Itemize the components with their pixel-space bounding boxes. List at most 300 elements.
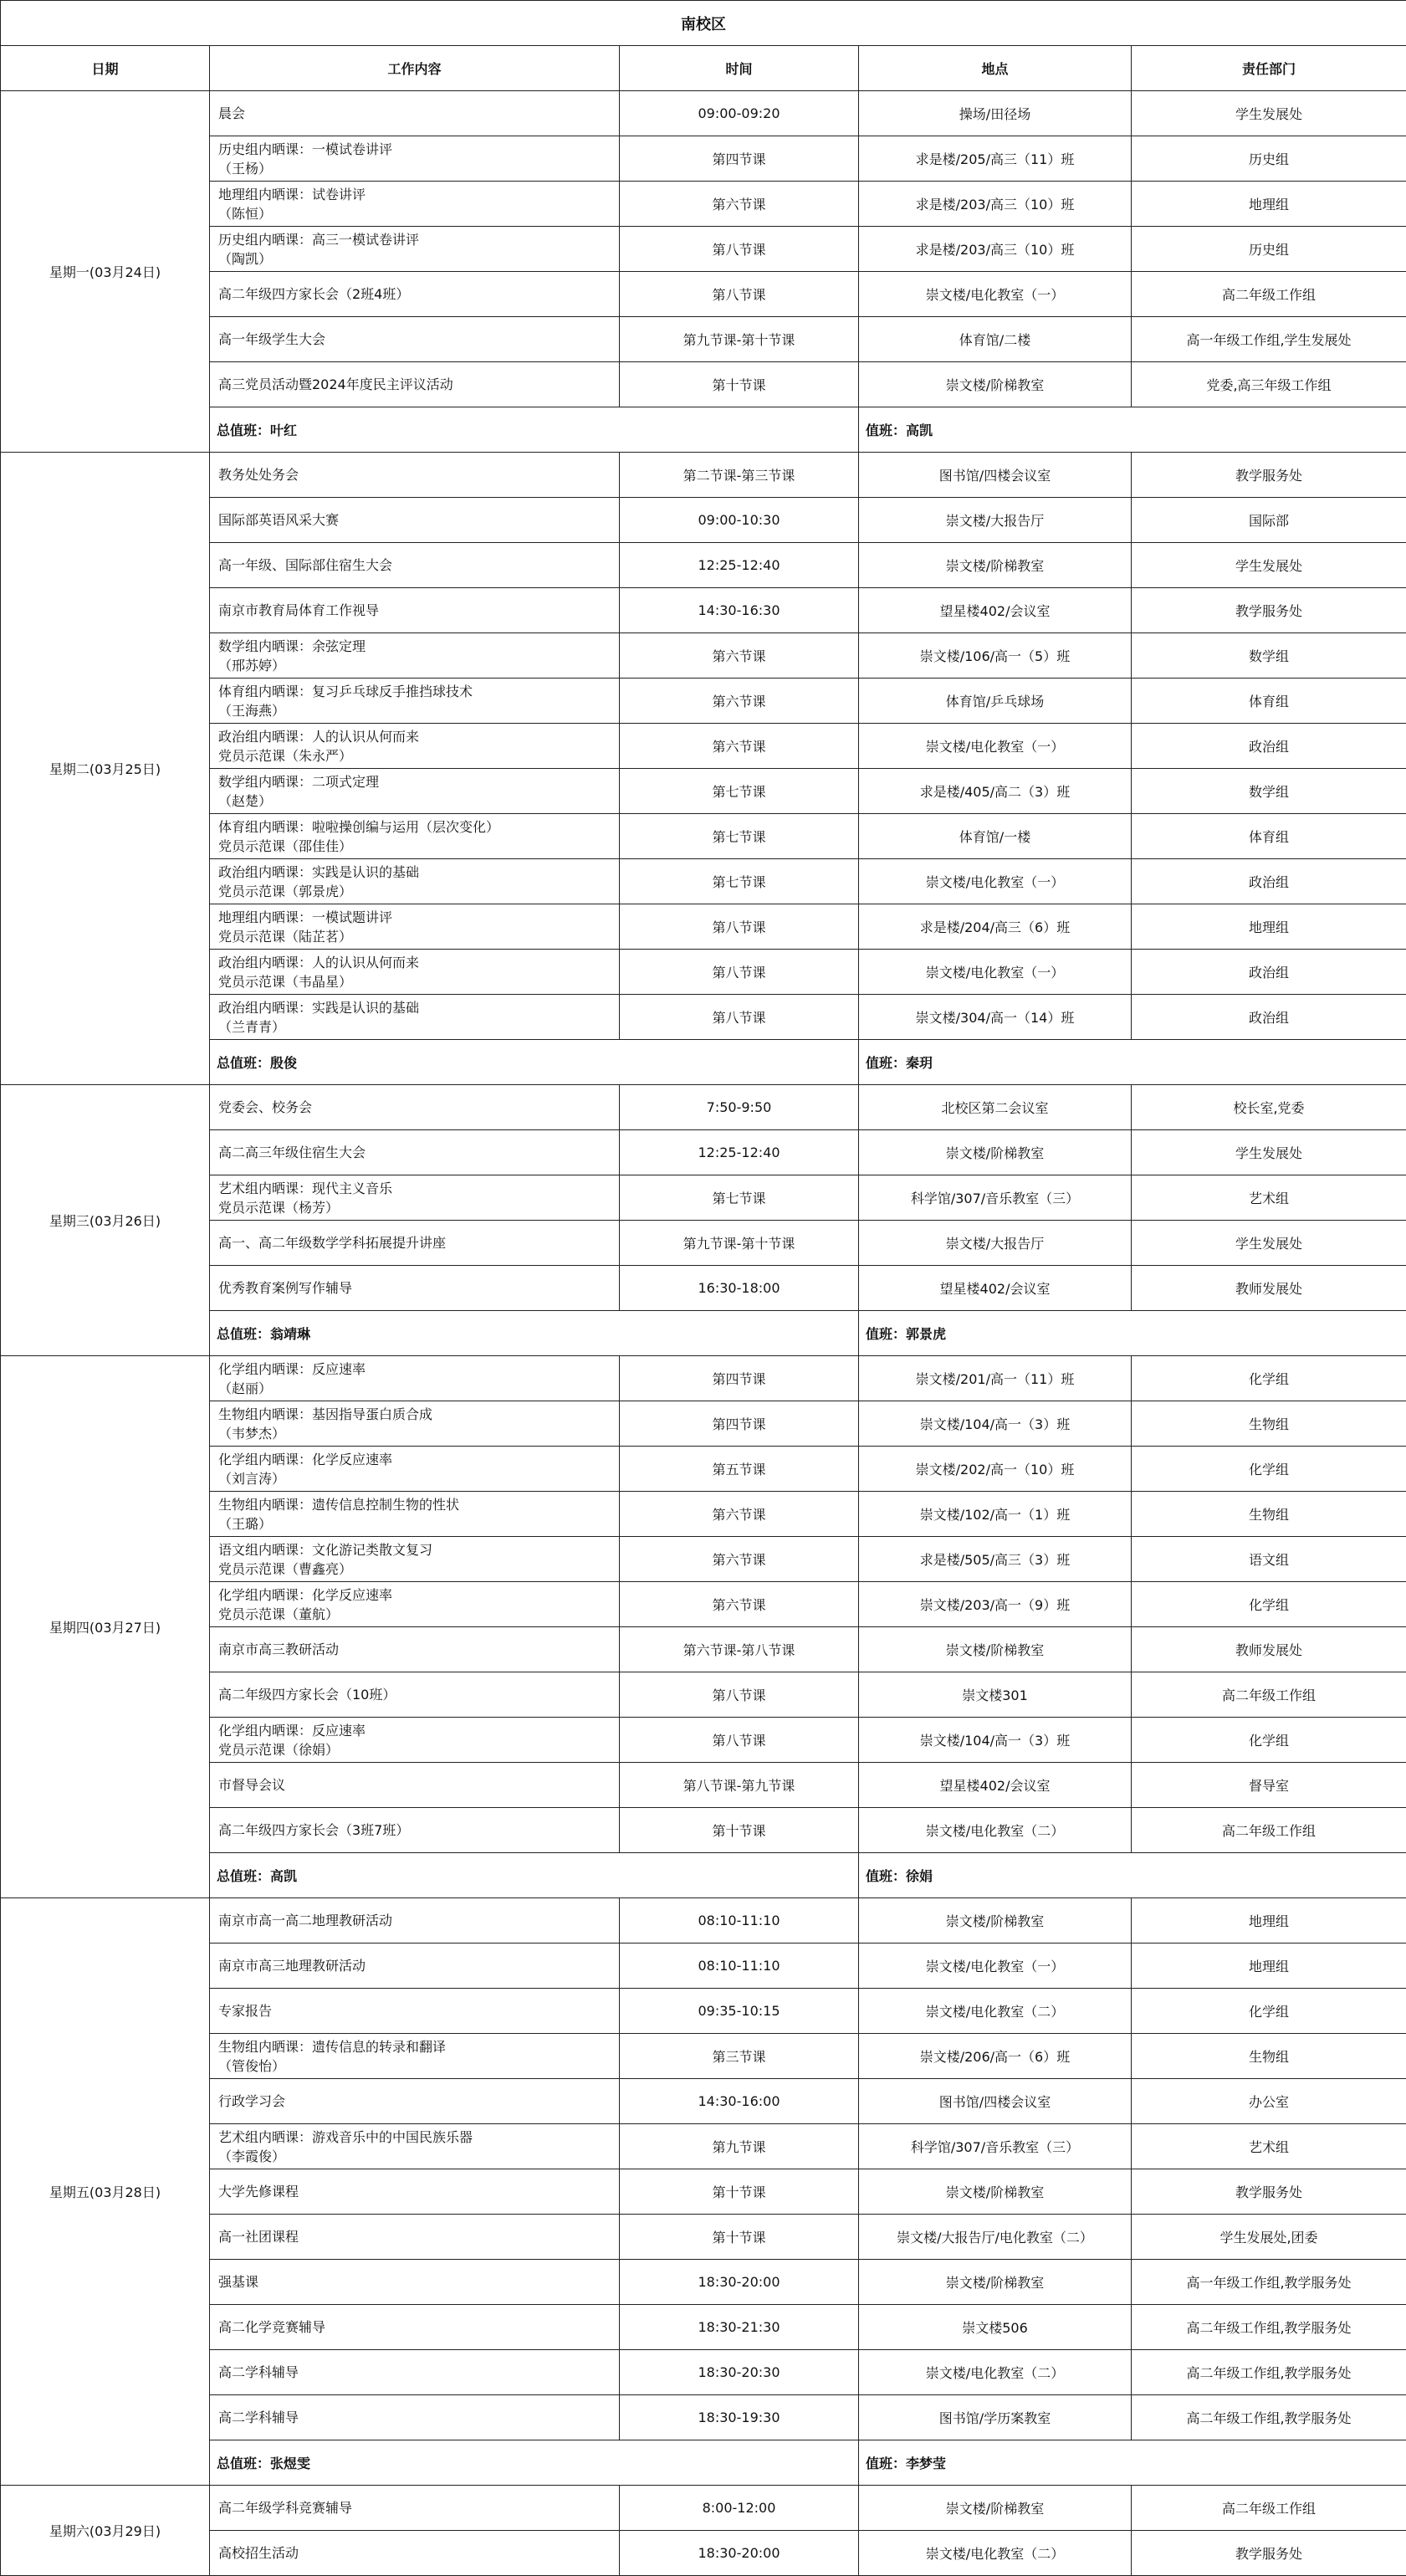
work-dept: 生物组 xyxy=(1132,1492,1406,1537)
table-row xyxy=(1,1898,1406,1944)
table-row xyxy=(1,2305,1406,2350)
work-content-line: 南京市高一高二地理教研活动 xyxy=(218,1913,393,1928)
work-content xyxy=(210,859,620,904)
work-place: 望星楼402/会议室 xyxy=(859,1763,1132,1808)
table-row xyxy=(1,2169,1406,2215)
work-content xyxy=(210,91,620,136)
work-content xyxy=(210,498,620,543)
work-time: 第八节课 xyxy=(620,950,859,995)
table-row xyxy=(1,1582,1406,1627)
work-time: 第六节课 xyxy=(620,1492,859,1537)
work-dept: 教师发展处 xyxy=(1132,1266,1406,1311)
work-content xyxy=(210,2305,620,2350)
work-content xyxy=(210,1763,620,1808)
work-content xyxy=(210,2486,620,2531)
work-place: 体育馆/一楼 xyxy=(859,814,1132,859)
work-time: 第八节课 xyxy=(620,1718,859,1763)
work-content xyxy=(210,453,620,498)
work-dept: 高二年级工作组 xyxy=(1132,2486,1406,2531)
work-content-line: （陈恒） xyxy=(218,205,273,222)
table-row xyxy=(1,950,1406,995)
work-content xyxy=(210,679,620,724)
work-content-line: 党员示范课（郭景虎） xyxy=(218,883,353,899)
work-content-line: 党员示范课（杨芳） xyxy=(218,1199,340,1216)
work-content xyxy=(210,2260,620,2305)
work-place: 体育馆/二楼 xyxy=(859,317,1132,362)
work-dept: 地理组 xyxy=(1132,904,1406,950)
work-content-line: 优秀教育案例写作辅导 xyxy=(218,1280,353,1296)
work-place: 崇文楼/104/高一（3）班 xyxy=(859,1401,1132,1447)
work-content-line: 党员示范课（韦晶星） xyxy=(218,973,353,990)
work-place: 图书馆/四楼会议室 xyxy=(859,2079,1132,2124)
table-row xyxy=(1,769,1406,814)
work-place: 科学馆/307/音乐教室（三） xyxy=(859,2124,1132,2169)
work-content-line: 高二学科辅导 xyxy=(218,2364,299,2380)
work-content-line: 大学先修课程 xyxy=(218,2184,299,2200)
work-time: 第六节课 xyxy=(620,633,859,679)
work-content-line: 化学组内晒课：化学反应速率 xyxy=(218,1586,393,1603)
work-content-line: （王璐） xyxy=(218,1515,273,1532)
work-place: 崇文楼/阶梯教室 xyxy=(859,2486,1132,2531)
work-dept: 学生发展处 xyxy=(1132,91,1406,136)
work-content xyxy=(210,2169,620,2215)
work-dept: 高二年级工作组,教学服务处 xyxy=(1132,2305,1406,2350)
work-content-line: 历史组内晒课：高三一模试卷讲评 xyxy=(218,231,420,248)
work-place: 图书馆/四楼会议室 xyxy=(859,453,1132,498)
work-time: 第八节课 xyxy=(620,1672,859,1718)
work-place: 求是楼/405/高二（3）班 xyxy=(859,769,1132,814)
work-place: 崇文楼/大报告厅/电化教室（二） xyxy=(859,2215,1132,2260)
work-time: 第七节课 xyxy=(620,1175,859,1221)
work-time: 第八节课 xyxy=(620,995,859,1040)
work-dept: 学生发展处 xyxy=(1132,543,1406,588)
work-content xyxy=(210,904,620,950)
work-time: 18:30-21:30 xyxy=(620,2305,859,2350)
work-dept: 生物组 xyxy=(1132,1401,1406,1447)
work-place: 崇文楼/阶梯教室 xyxy=(859,2169,1132,2215)
work-content xyxy=(210,995,620,1040)
work-dept: 学生发展处 xyxy=(1132,1130,1406,1175)
work-content-line: 化学组内晒课：反应速率 xyxy=(218,1360,366,1377)
work-content-line: 党委会、校务会 xyxy=(218,1099,313,1115)
work-content-line: 党员示范课（董航） xyxy=(218,1606,340,1622)
work-time: 09:00-09:20 xyxy=(620,91,859,136)
work-content xyxy=(210,136,620,182)
table-row xyxy=(1,1627,1406,1672)
work-place: 求是楼/205/高三（11）班 xyxy=(859,136,1132,182)
work-time: 第九节课-第十节课 xyxy=(620,317,859,362)
work-content xyxy=(210,1537,620,1582)
work-content xyxy=(210,1175,620,1221)
work-time: 14:30-16:00 xyxy=(620,2079,859,2124)
work-time: 第六节课 xyxy=(620,679,859,724)
work-dept: 化学组 xyxy=(1132,1718,1406,1763)
work-content-line: 高一年级、国际部住宿生大会 xyxy=(218,557,393,573)
work-content xyxy=(210,1356,620,1401)
work-content-line: 地理组内晒课：试卷讲评 xyxy=(218,186,366,202)
work-place: 求是楼/203/高三（10）班 xyxy=(859,182,1132,227)
table-row xyxy=(1,543,1406,588)
campus-title: 南校区 xyxy=(1,1,1406,46)
table-row xyxy=(1,1221,1406,1266)
work-content-line: 强基课 xyxy=(218,2274,259,2290)
work-dept: 历史组 xyxy=(1132,136,1406,182)
work-time: 18:30-20:00 xyxy=(620,2531,859,2576)
work-content-line: 政治组内晒课：人的认识从何而来 xyxy=(218,728,420,745)
work-dept: 国际部 xyxy=(1132,498,1406,543)
table-row xyxy=(1,362,1406,407)
work-content-line: 高二高三年级住宿生大会 xyxy=(218,1145,366,1160)
work-time: 第五节课 xyxy=(620,1447,859,1492)
work-content-line: （赵楚） xyxy=(218,792,273,809)
table-row xyxy=(1,995,1406,1040)
table-row xyxy=(1,1944,1406,1989)
duty-row xyxy=(1,407,1406,453)
duty-row xyxy=(1,1311,1406,1356)
work-content xyxy=(210,1672,620,1718)
work-time: 16:30-18:00 xyxy=(620,1266,859,1311)
duty-officer: 值班：高凯 xyxy=(859,407,1406,453)
work-time: 18:30-20:30 xyxy=(620,2350,859,2395)
work-content xyxy=(210,1718,620,1763)
work-content-line: 南京市高三教研活动 xyxy=(218,1641,340,1657)
work-place: 崇文楼/电化教室（二） xyxy=(859,1808,1132,1853)
header-dept: 责任部门 xyxy=(1132,46,1406,91)
day-date: 星期二(03月25日) xyxy=(1,453,210,1085)
table-row xyxy=(1,1718,1406,1763)
work-dept: 数学组 xyxy=(1132,769,1406,814)
header-content: 工作内容 xyxy=(210,46,620,91)
work-place: 图书馆/学历案教室 xyxy=(859,2395,1132,2440)
work-content xyxy=(210,1266,620,1311)
table-row xyxy=(1,2079,1406,2124)
duty-officer: 值班：郭景虎 xyxy=(859,1311,1406,1356)
work-place: 崇文楼/大报告厅 xyxy=(859,1221,1132,1266)
work-content xyxy=(210,1085,620,1130)
work-content-line: 高一年级学生大会 xyxy=(218,331,326,347)
work-content xyxy=(210,633,620,679)
work-content xyxy=(210,814,620,859)
work-time: 第十节课 xyxy=(620,2215,859,2260)
table-row xyxy=(1,2124,1406,2169)
work-dept: 高二年级工作组,教学服务处 xyxy=(1132,2350,1406,2395)
table-row xyxy=(1,182,1406,227)
work-content-line: 专家报告 xyxy=(218,2003,273,2019)
work-place: 崇文楼/电化教室（二） xyxy=(859,2350,1132,2395)
work-content xyxy=(210,227,620,272)
work-dept: 政治组 xyxy=(1132,950,1406,995)
work-place: 求是楼/505/高三（3）班 xyxy=(859,1537,1132,1582)
work-content-line: 化学组内晒课：化学反应速率 xyxy=(218,1451,393,1467)
work-place: 求是楼/204/高三（6）班 xyxy=(859,904,1132,950)
work-content-line: （邢苏婷） xyxy=(218,657,286,673)
table-row xyxy=(1,1672,1406,1718)
work-time: 第六节课 xyxy=(620,182,859,227)
work-content-line: （李霞俊） xyxy=(218,2148,286,2164)
work-dept: 高二年级工作组,教学服务处 xyxy=(1132,2395,1406,2440)
work-dept: 教学服务处 xyxy=(1132,588,1406,633)
work-time: 第八节课 xyxy=(620,227,859,272)
work-dept: 化学组 xyxy=(1132,1356,1406,1401)
work-place: 望星楼402/会议室 xyxy=(859,1266,1132,1311)
table-row xyxy=(1,1492,1406,1537)
work-time: 08:10-11:10 xyxy=(620,1898,859,1944)
table-row xyxy=(1,272,1406,317)
work-content-line: 南京市高三地理教研活动 xyxy=(218,1958,366,1974)
work-dept: 高一年级工作组,教学服务处 xyxy=(1132,2260,1406,2305)
work-dept: 学生发展处 xyxy=(1132,1221,1406,1266)
work-content xyxy=(210,2034,620,2079)
work-place: 崇文楼/102/高一（1）班 xyxy=(859,1492,1132,1537)
table-row xyxy=(1,1175,1406,1221)
work-content-line: 高二年级四方家长会（10班） xyxy=(218,1687,396,1703)
work-content-line: （兰青青） xyxy=(218,1018,286,1035)
work-time: 第三节课 xyxy=(620,2034,859,2079)
work-time: 第六节课 xyxy=(620,1537,859,1582)
work-dept: 教师发展处 xyxy=(1132,1627,1406,1672)
work-place: 操场/田径场 xyxy=(859,91,1132,136)
work-time: 第六节课-第八节课 xyxy=(620,1627,859,1672)
table-row xyxy=(1,904,1406,950)
work-content-line: 数学组内晒课：二项式定理 xyxy=(218,773,380,790)
work-content xyxy=(210,272,620,317)
work-content xyxy=(210,1447,620,1492)
table-row xyxy=(1,2350,1406,2395)
table-row xyxy=(1,453,1406,498)
work-dept: 化学组 xyxy=(1132,1582,1406,1627)
table-row xyxy=(1,1447,1406,1492)
work-place: 崇文楼/304/高一（14）班 xyxy=(859,995,1132,1040)
work-time: 第六节课 xyxy=(620,724,859,769)
work-time: 第六节课 xyxy=(620,1582,859,1627)
work-content-line: （管俊怡） xyxy=(218,2057,286,2074)
duty-row xyxy=(1,2440,1406,2486)
work-place: 崇文楼506 xyxy=(859,2305,1132,2350)
duty-row xyxy=(1,1853,1406,1898)
table-row xyxy=(1,679,1406,724)
duty-officer: 值班：徐娟 xyxy=(859,1853,1406,1898)
table-row xyxy=(1,814,1406,859)
work-place: 崇文楼/阶梯教室 xyxy=(859,543,1132,588)
work-time: 第九节课-第十节课 xyxy=(620,1221,859,1266)
work-content-line: 生物组内晒课：基因指导蛋白质合成 xyxy=(218,1406,433,1422)
duty-officer: 值班：秦玥 xyxy=(859,1040,1406,1085)
duty-row xyxy=(1,1040,1406,1085)
work-place: 崇文楼/阶梯教室 xyxy=(859,1898,1132,1944)
work-dept: 高二年级工作组 xyxy=(1132,1672,1406,1718)
work-dept: 督导室 xyxy=(1132,1763,1406,1808)
work-content-line: 晨会 xyxy=(218,105,246,121)
work-time: 第四节课 xyxy=(620,1401,859,1447)
work-content-line: 南京市教育局体育工作视导 xyxy=(218,602,380,618)
work-place: 崇文楼/阶梯教室 xyxy=(859,2260,1132,2305)
work-content-line: 市督导会议 xyxy=(218,1777,286,1793)
table-row xyxy=(1,1763,1406,1808)
work-content xyxy=(210,2124,620,2169)
work-content-line: 高三党员活动暨2024年度民主评议活动 xyxy=(218,376,453,392)
work-dept: 高一年级工作组,学生发展处 xyxy=(1132,317,1406,362)
work-dept: 政治组 xyxy=(1132,995,1406,1040)
work-content xyxy=(210,1221,620,1266)
work-content-line: 历史组内晒课：一模试卷讲评 xyxy=(218,141,393,157)
work-content-line: 体育组内晒课：啦啦操创编与运用（层次变化） xyxy=(218,818,500,835)
work-content-line: 国际部英语风采大赛 xyxy=(218,512,340,528)
table-row xyxy=(1,1989,1406,2034)
work-content xyxy=(210,317,620,362)
work-place: 崇文楼/电化教室（一） xyxy=(859,950,1132,995)
table-row xyxy=(1,317,1406,362)
work-dept: 数学组 xyxy=(1132,633,1406,679)
work-dept: 体育组 xyxy=(1132,814,1406,859)
table-row xyxy=(1,2395,1406,2440)
work-content-line: 行政学习会 xyxy=(218,2093,286,2109)
work-time: 第七节课 xyxy=(620,859,859,904)
work-time: 08:10-11:10 xyxy=(620,1944,859,1989)
work-content-line: 语文组内晒课：文化游记类散文复习 xyxy=(218,1541,433,1558)
work-content-line: 政治组内晒课：人的认识从何而来 xyxy=(218,954,420,970)
work-dept: 地理组 xyxy=(1132,1898,1406,1944)
work-place: 体育馆/乒乓球场 xyxy=(859,679,1132,724)
work-content xyxy=(210,1582,620,1627)
work-place: 崇文楼/电化教室（一） xyxy=(859,272,1132,317)
table-row xyxy=(1,1356,1406,1401)
work-time: 第七节课 xyxy=(620,814,859,859)
duty-officer: 值班：李梦莹 xyxy=(859,2440,1406,2486)
work-place: 崇文楼/电化教室（一） xyxy=(859,859,1132,904)
work-place: 崇文楼/阶梯教室 xyxy=(859,1627,1132,1672)
work-time: 12:25-12:40 xyxy=(620,1130,859,1175)
work-content-line: 艺术组内晒课：现代主义音乐 xyxy=(218,1180,393,1196)
table-row xyxy=(1,2215,1406,2260)
table-row xyxy=(1,91,1406,136)
work-place: 崇文楼/电化教室（一） xyxy=(859,1944,1132,1989)
work-content xyxy=(210,2215,620,2260)
work-content-line: 高一社团课程 xyxy=(218,2229,299,2245)
work-content-line: 化学组内晒课：反应速率 xyxy=(218,1722,366,1739)
work-content xyxy=(210,2531,620,2576)
table-row xyxy=(1,1401,1406,1447)
day-date: 星期一(03月24日) xyxy=(1,91,210,453)
chief-duty: 总值班：殷俊 xyxy=(210,1040,859,1085)
work-time: 第十节课 xyxy=(620,1808,859,1853)
work-dept: 教学服务处 xyxy=(1132,2531,1406,2576)
work-content-line: （王杨） xyxy=(218,160,273,177)
work-content xyxy=(210,1898,620,1944)
work-dept: 生物组 xyxy=(1132,2034,1406,2079)
work-dept: 化学组 xyxy=(1132,1989,1406,2034)
work-content-line: 党员示范课（朱永严） xyxy=(218,747,353,764)
work-place: 崇文楼/阶梯教室 xyxy=(859,362,1132,407)
work-dept: 化学组 xyxy=(1132,1447,1406,1492)
table-row xyxy=(1,2531,1406,2576)
work-content-line: 党员示范课（陆芷茗） xyxy=(218,928,353,945)
table-row xyxy=(1,498,1406,543)
table-row xyxy=(1,633,1406,679)
work-dept: 高二年级工作组 xyxy=(1132,272,1406,317)
work-time: 第八节课-第九节课 xyxy=(620,1763,859,1808)
work-content-line: 党员示范课（曹鑫亮） xyxy=(218,1560,353,1577)
table-row xyxy=(1,2034,1406,2079)
work-time: 第四节课 xyxy=(620,1356,859,1401)
work-content xyxy=(210,1492,620,1537)
work-content-line: 高校招生活动 xyxy=(218,2545,299,2561)
work-content xyxy=(210,182,620,227)
day-date: 星期五(03月28日) xyxy=(1,1898,210,2486)
day-date: 星期三(03月26日) xyxy=(1,1085,210,1356)
work-time: 第十节课 xyxy=(620,2169,859,2215)
work-content-line: （韦梦杰） xyxy=(218,1425,286,1442)
table-row xyxy=(1,724,1406,769)
work-content-line: 高二年级学科竞赛辅导 xyxy=(218,2500,353,2516)
work-content xyxy=(210,1944,620,1989)
work-content-line: 政治组内晒课：实践是认识的基础 xyxy=(218,999,420,1016)
work-time: 第八节课 xyxy=(620,904,859,950)
work-place: 崇文楼/电化教室（一） xyxy=(859,724,1132,769)
table-row xyxy=(1,1266,1406,1311)
work-place: 崇文楼/201/高一（11）班 xyxy=(859,1356,1132,1401)
work-content-line: 高二化学竞赛辅导 xyxy=(218,2319,326,2335)
work-content-line: 高二学科辅导 xyxy=(218,2410,299,2425)
work-place: 北校区第二会议室 xyxy=(859,1085,1132,1130)
work-content-line: 艺术组内晒课：游戏音乐中的中国民族乐器 xyxy=(218,2128,473,2145)
work-time: 09:00-10:30 xyxy=(620,498,859,543)
work-content xyxy=(210,1130,620,1175)
work-time: 第七节课 xyxy=(620,769,859,814)
work-content xyxy=(210,543,620,588)
work-time: 14:30-16:30 xyxy=(620,588,859,633)
day-date: 星期六(03月29日) xyxy=(1,2486,210,2576)
day-date: 星期四(03月27日) xyxy=(1,1356,210,1898)
work-place: 崇文楼/203/高一（9）班 xyxy=(859,1582,1132,1627)
work-place: 崇文楼/大报告厅 xyxy=(859,498,1132,543)
work-content-line: 高二年级四方家长会（3班7班） xyxy=(218,1822,410,1838)
work-dept: 校长室,党委 xyxy=(1132,1085,1406,1130)
table-row xyxy=(1,227,1406,272)
work-dept: 地理组 xyxy=(1132,1944,1406,1989)
work-dept: 体育组 xyxy=(1132,679,1406,724)
work-content xyxy=(210,724,620,769)
work-dept: 历史组 xyxy=(1132,227,1406,272)
table-row xyxy=(1,1537,1406,1582)
work-content xyxy=(210,1627,620,1672)
work-content-line: 生物组内晒课：遗传信息控制生物的性状 xyxy=(218,1496,460,1513)
work-dept: 语文组 xyxy=(1132,1537,1406,1582)
work-time: 12:25-12:40 xyxy=(620,543,859,588)
work-content xyxy=(210,950,620,995)
work-dept: 高二年级工作组 xyxy=(1132,1808,1406,1853)
chief-duty: 总值班：翁靖琳 xyxy=(210,1311,859,1356)
work-time: 第九节课 xyxy=(620,2124,859,2169)
work-content-line: 生物组内晒课：遗传信息的转录和翻译 xyxy=(218,2038,447,2055)
chief-duty: 总值班：高凯 xyxy=(210,1853,859,1898)
work-content xyxy=(210,2079,620,2124)
work-place: 崇文楼/202/高一（10）班 xyxy=(859,1447,1132,1492)
work-content-line: （陶凯） xyxy=(218,250,273,267)
work-content-line: 高一、高二年级数学学科拓展提升讲座 xyxy=(218,1235,447,1251)
work-content xyxy=(210,1401,620,1447)
table-row xyxy=(1,588,1406,633)
work-place: 崇文楼/206/高一（6）班 xyxy=(859,2034,1132,2079)
work-dept: 教学服务处 xyxy=(1132,2169,1406,2215)
work-place: 望星楼402/会议室 xyxy=(859,588,1132,633)
work-place: 崇文楼/106/高一（5）班 xyxy=(859,633,1132,679)
work-dept: 学生发展处,团委 xyxy=(1132,2215,1406,2260)
chief-duty: 总值班：叶红 xyxy=(210,407,859,453)
work-content-line: 高二年级四方家长会（2班4班） xyxy=(218,286,410,302)
work-dept: 政治组 xyxy=(1132,724,1406,769)
work-content xyxy=(210,1989,620,2034)
work-content-line: （刘言涛） xyxy=(218,1470,286,1487)
